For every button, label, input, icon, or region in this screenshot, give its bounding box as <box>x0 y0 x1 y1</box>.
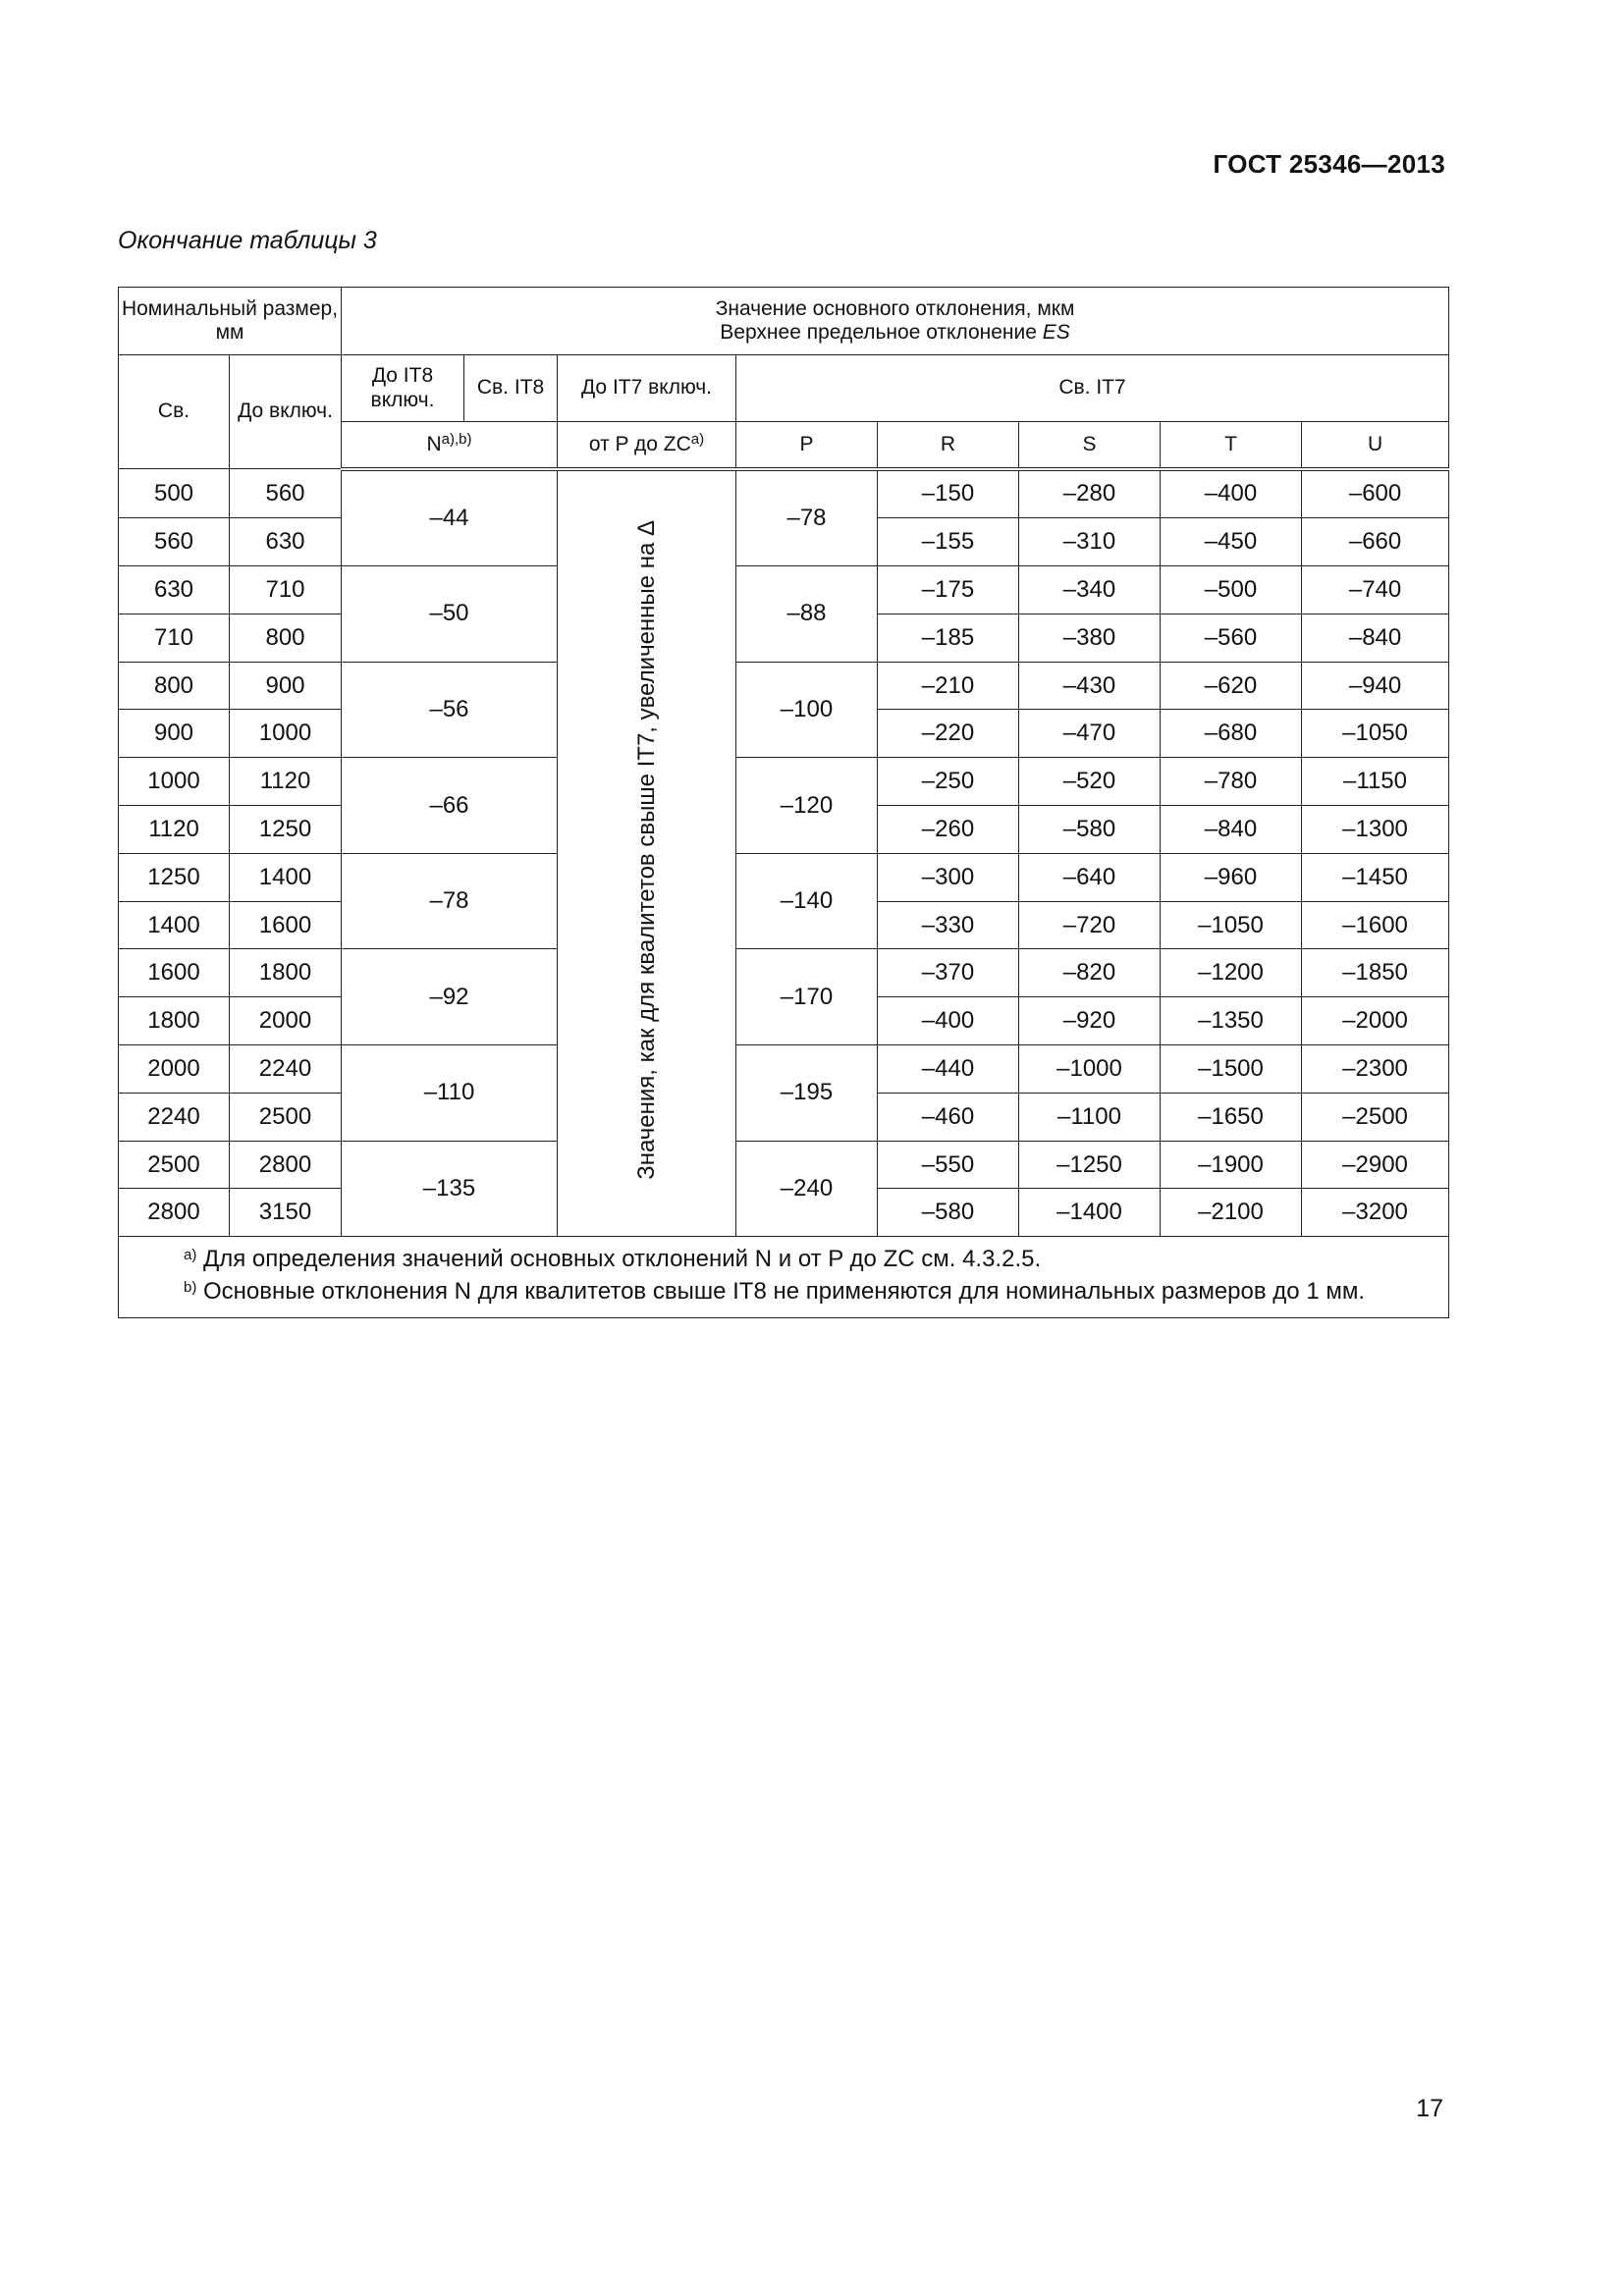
cell-n: –44 <box>342 469 558 566</box>
header-sv-it7: Св. IT7 <box>736 355 1449 422</box>
cell-s: –1100 <box>1019 1093 1161 1141</box>
footnote-a <box>184 1243 1448 1275</box>
cell-t: –1500 <box>1161 1045 1302 1094</box>
cell-r: –250 <box>878 758 1019 806</box>
footnote-a-text: Для определения значений основных отклонений N и от P до ZC см. 4.3.2.5. <box>196 1246 1042 1273</box>
header-deviation-line1: Значение основного отклонения, мкм <box>715 296 1075 320</box>
cell-do: 1800 <box>230 949 342 997</box>
cell-n: –110 <box>342 1045 558 1142</box>
table-row <box>119 949 1449 997</box>
cell-sv: 2800 <box>119 1189 230 1237</box>
cell-p: –240 <box>736 1141 878 1237</box>
cell-do: 630 <box>230 518 342 566</box>
header-n <box>342 422 558 469</box>
cell-t: –960 <box>1161 853 1302 901</box>
cell-t: –620 <box>1161 662 1302 710</box>
cell-p: –195 <box>736 1045 878 1142</box>
cell-r: –300 <box>878 853 1019 901</box>
cell-s: –1000 <box>1019 1045 1161 1094</box>
cell-r: –185 <box>878 614 1019 662</box>
cell-u: –1850 <box>1302 949 1449 997</box>
cell-r: –220 <box>878 710 1019 758</box>
document-code: ГОСТ 25346—2013 <box>1213 149 1445 179</box>
cell-sv: 1250 <box>119 853 230 901</box>
cell-sv: 500 <box>119 469 230 518</box>
cell-sv: 710 <box>119 614 230 662</box>
header-r: R <box>878 422 1019 469</box>
cell-u: –740 <box>1302 566 1449 614</box>
footnote-b-text: Основные отклонения N для квалитетов свыше IT8 не применяются для номинальных размеров до 1 мм. <box>196 1278 1365 1306</box>
cell-do: 1400 <box>230 853 342 901</box>
cell-r: –260 <box>878 806 1019 854</box>
cell-u: –3200 <box>1302 1189 1449 1237</box>
table-row <box>119 853 1449 901</box>
cell-do: 2500 <box>230 1093 342 1141</box>
cell-sv: 560 <box>119 518 230 566</box>
cell-p: –170 <box>736 949 878 1045</box>
table-row <box>119 758 1449 806</box>
cell-s: –640 <box>1019 853 1161 901</box>
cell-do: 560 <box>230 469 342 518</box>
cell-t: –450 <box>1161 518 1302 566</box>
cell-s: –1400 <box>1019 1189 1161 1237</box>
cell-s: –380 <box>1019 614 1161 662</box>
header-sv-it8: Св. IT8 <box>464 355 558 422</box>
cell-n: –92 <box>342 949 558 1045</box>
table-caption: Окончание таблицы 3 <box>118 227 377 254</box>
cell-do: 2240 <box>230 1045 342 1094</box>
footnote-b-mark: b) <box>184 1279 197 1297</box>
cell-do: 800 <box>230 614 342 662</box>
header-u: U <box>1302 422 1449 469</box>
cell-s: –520 <box>1019 758 1161 806</box>
header-p-zc-label: от P до ZC <box>588 432 691 455</box>
table-header <box>119 288 1449 469</box>
cell-p: –140 <box>736 853 878 949</box>
cell-sv: 2500 <box>119 1141 230 1189</box>
cell-sv: 2240 <box>119 1093 230 1141</box>
table-row <box>119 566 1449 614</box>
cell-s: –280 <box>1019 469 1161 518</box>
cell-p: –78 <box>736 469 878 566</box>
cell-u: –940 <box>1302 662 1449 710</box>
footnote-b <box>184 1275 1448 1308</box>
header-n-label: N <box>426 432 442 455</box>
cell-u: –2900 <box>1302 1141 1449 1189</box>
cell-u: –1600 <box>1302 901 1449 949</box>
cell-n: –50 <box>342 566 558 663</box>
table-body <box>119 469 1449 1237</box>
table-row <box>119 662 1449 710</box>
cell-t: –2100 <box>1161 1189 1302 1237</box>
cell-p: –100 <box>736 662 878 758</box>
table-row <box>119 1045 1449 1094</box>
cell-sv: 900 <box>119 710 230 758</box>
header-p-zc-sup: a) <box>690 430 705 448</box>
header-do-vkl: До включ. <box>230 355 342 469</box>
header-do-it8: До IT8 включ. <box>342 355 464 422</box>
cell-do: 900 <box>230 662 342 710</box>
cell-t: –560 <box>1161 614 1302 662</box>
cell-s: –470 <box>1019 710 1161 758</box>
cell-r: –440 <box>878 1045 1019 1094</box>
cell-p: –120 <box>736 758 878 854</box>
cell-p: –88 <box>736 566 878 663</box>
table-row <box>119 1141 1449 1189</box>
cell-r: –175 <box>878 566 1019 614</box>
deviation-table <box>118 287 1449 1318</box>
cell-n: –78 <box>342 853 558 949</box>
cell-sv: 800 <box>119 662 230 710</box>
cell-sv: 1120 <box>119 806 230 854</box>
cell-t: –680 <box>1161 710 1302 758</box>
header-deviation-value <box>342 288 1449 355</box>
cell-s: –820 <box>1019 949 1161 997</box>
cell-do: 710 <box>230 566 342 614</box>
header-s: S <box>1019 422 1161 469</box>
table-footnotes <box>119 1237 1449 1318</box>
header-t: T <box>1161 422 1302 469</box>
header-p-zc <box>558 422 736 469</box>
cell-t: –400 <box>1161 469 1302 518</box>
cell-u: –600 <box>1302 469 1449 518</box>
cell-u: –2300 <box>1302 1045 1449 1094</box>
cell-u: –660 <box>1302 518 1449 566</box>
cell-sv: 1600 <box>119 949 230 997</box>
cell-do: 2800 <box>230 1141 342 1189</box>
cell-u: –1450 <box>1302 853 1449 901</box>
cell-s: –430 <box>1019 662 1161 710</box>
header-n-sup: a),b) <box>441 430 472 448</box>
cell-do: 1250 <box>230 806 342 854</box>
header-es: ES <box>1042 321 1070 344</box>
cell-s: –720 <box>1019 901 1161 949</box>
cell-sv: 2000 <box>119 1045 230 1094</box>
cell-sv: 1400 <box>119 901 230 949</box>
cell-vertical-note <box>558 469 736 1237</box>
cell-u: –1050 <box>1302 710 1449 758</box>
cell-s: –920 <box>1019 997 1161 1045</box>
cell-sv: 1800 <box>119 997 230 1045</box>
cell-sv: 1000 <box>119 758 230 806</box>
cell-s: –1250 <box>1019 1141 1161 1189</box>
footnote-a-mark: a) <box>184 1247 197 1264</box>
cell-do: 3150 <box>230 1189 342 1237</box>
cell-u: –1150 <box>1302 758 1449 806</box>
cell-n: –66 <box>342 758 558 854</box>
header-p: P <box>736 422 878 469</box>
cell-t: –500 <box>1161 566 1302 614</box>
cell-r: –460 <box>878 1093 1019 1141</box>
cell-r: –370 <box>878 949 1019 997</box>
cell-do: 2000 <box>230 997 342 1045</box>
cell-r: –400 <box>878 997 1019 1045</box>
cell-u: –2500 <box>1302 1093 1449 1141</box>
cell-u: –1300 <box>1302 806 1449 854</box>
cell-t: –1650 <box>1161 1093 1302 1141</box>
cell-t: –780 <box>1161 758 1302 806</box>
header-do-it7: До IT7 включ. <box>558 355 736 422</box>
header-sv: Св. <box>119 355 230 469</box>
cell-t: –1900 <box>1161 1141 1302 1189</box>
cell-t: –1350 <box>1161 997 1302 1045</box>
header-deviation-line2: Верхнее предельное отклонение <box>720 321 1043 344</box>
cell-sv: 630 <box>119 566 230 614</box>
cell-s: –340 <box>1019 566 1161 614</box>
cell-n: –56 <box>342 662 558 758</box>
cell-r: –210 <box>878 662 1019 710</box>
cell-do: 1120 <box>230 758 342 806</box>
cell-u: –840 <box>1302 614 1449 662</box>
cell-t: –840 <box>1161 806 1302 854</box>
cell-t: –1050 <box>1161 901 1302 949</box>
cell-do: 1000 <box>230 710 342 758</box>
page-number: 17 <box>1416 2095 1443 2122</box>
header-nominal-size: Номинальный размер, мм <box>119 288 342 355</box>
cell-t: –1200 <box>1161 949 1302 997</box>
cell-do: 1600 <box>230 901 342 949</box>
table-row <box>119 469 1449 518</box>
cell-r: –150 <box>878 469 1019 518</box>
cell-r: –330 <box>878 901 1019 949</box>
cell-r: –155 <box>878 518 1019 566</box>
cell-r: –550 <box>878 1141 1019 1189</box>
cell-n: –135 <box>342 1141 558 1237</box>
cell-r: –580 <box>878 1189 1019 1237</box>
cell-s: –580 <box>1019 806 1161 854</box>
cell-u: –2000 <box>1302 997 1449 1045</box>
cell-s: –310 <box>1019 518 1161 566</box>
vertical-note-text: Значения, как для квалитетов свыше IT7, увеличенные на Δ <box>632 519 660 1180</box>
